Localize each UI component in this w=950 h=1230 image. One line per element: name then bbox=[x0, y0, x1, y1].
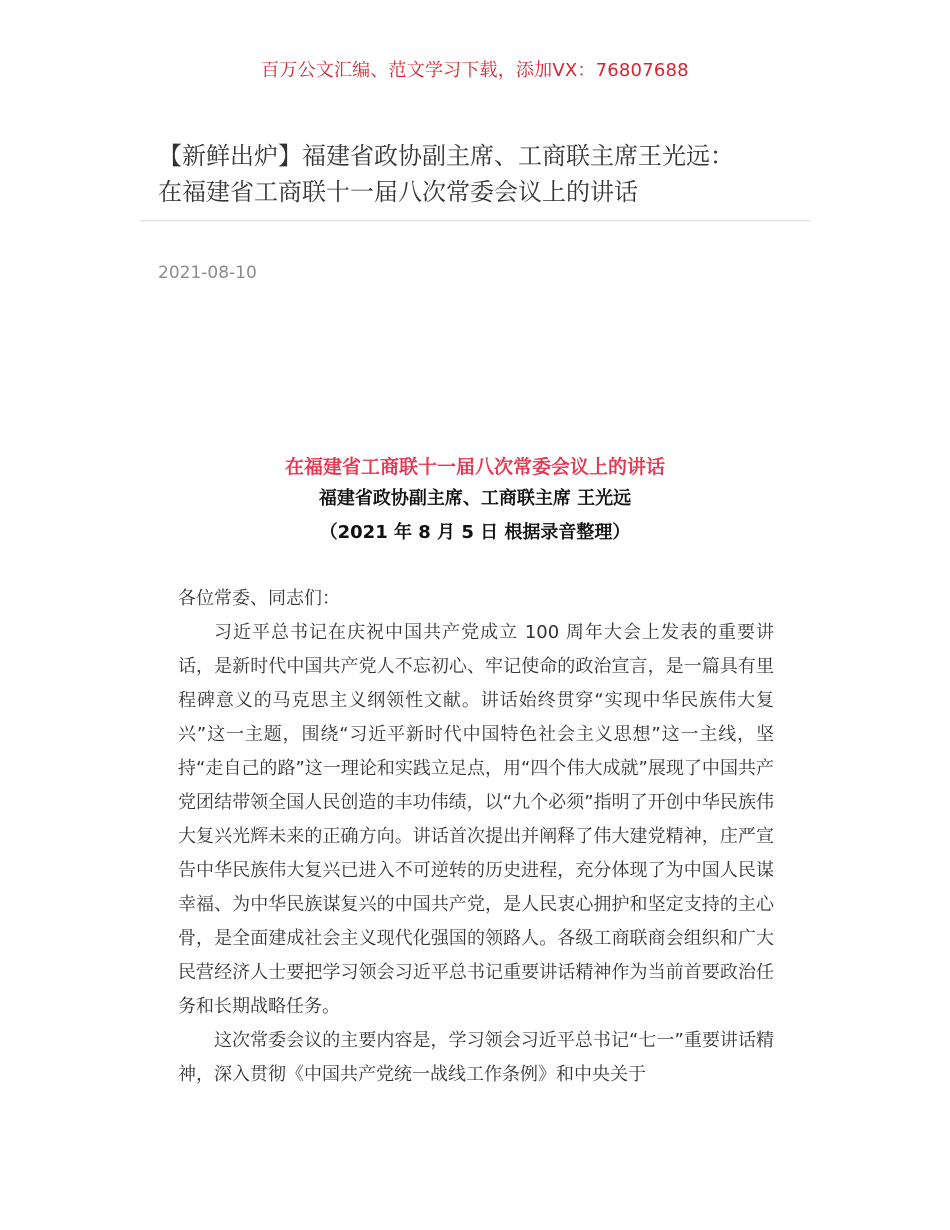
paragraph: 习近平总书记在庆祝中国共产党成立 100 周年大会上发表的重要讲话，是新时代中国共产党人不忘初心、牢记使命的政治宣言，是一篇具有里程碑意义的马克思主义纲领性文献。讲话始终贯穿“实现中华民族伟大复兴”这一主题，围绕“习近平新时代中国特色社会主义思想”这一主线，坚持“走自己的路”这一理论和实践立足点，用“四个伟大成就”展现了中国共产党团结带领全国人民创造的丰功伟绩，以“九个必须”指明了开创中华民族伟大复兴光辉未来的正确方向。讲话首次提出并阐释了伟大建党精神，庄严宣告中华民族伟大复兴已进入不可逆转的历史进程，充分体现了为中国人民谋幸福、为中华民族谋复兴的中国共产党，是人民衷心拥护和坚定支持的主心骨，是全面建成社会主义现代化强国的领路人。各级工商联商会组织和广大民营经济人士要把学习领会习近平总书记重要讲话精神作为当前首要政治任务和长期战略任务。 bbox=[178, 622, 774, 1017]
promo-banner: 百万公文汇编、范文学习下载，添加VX：76807688 bbox=[261, 60, 689, 81]
speech-body bbox=[178, 582, 774, 1092]
salutation: 各位常委、同志们： bbox=[178, 588, 340, 609]
publish-date: 2021-08-10 bbox=[158, 263, 257, 283]
speech-header bbox=[0, 452, 950, 550]
title-divider bbox=[140, 220, 810, 221]
paragraph: 这次常委会议的主要内容是，学习领会习近平总书记“七一”重要讲话精神，深入贯彻《中国共产党统一战线工作条例》和中央关于 bbox=[178, 1030, 774, 1085]
article-title-line-1: 【新鲜出炉】福建省政协副主席、工商联主席王光远： bbox=[158, 142, 734, 170]
speech-speaker: 福建省政协副主席、工商联主席 王光远 bbox=[318, 488, 632, 509]
article-title-line-2: 在福建省工商联十一届八次常委会议上的讲话 bbox=[158, 178, 638, 206]
speech-note: （2021 年 8 月 5 日 根据录音整理） bbox=[319, 522, 631, 543]
article-title bbox=[158, 138, 818, 210]
speech-title: 在福建省工商联十一届八次常委会议上的讲话 bbox=[284, 456, 665, 478]
